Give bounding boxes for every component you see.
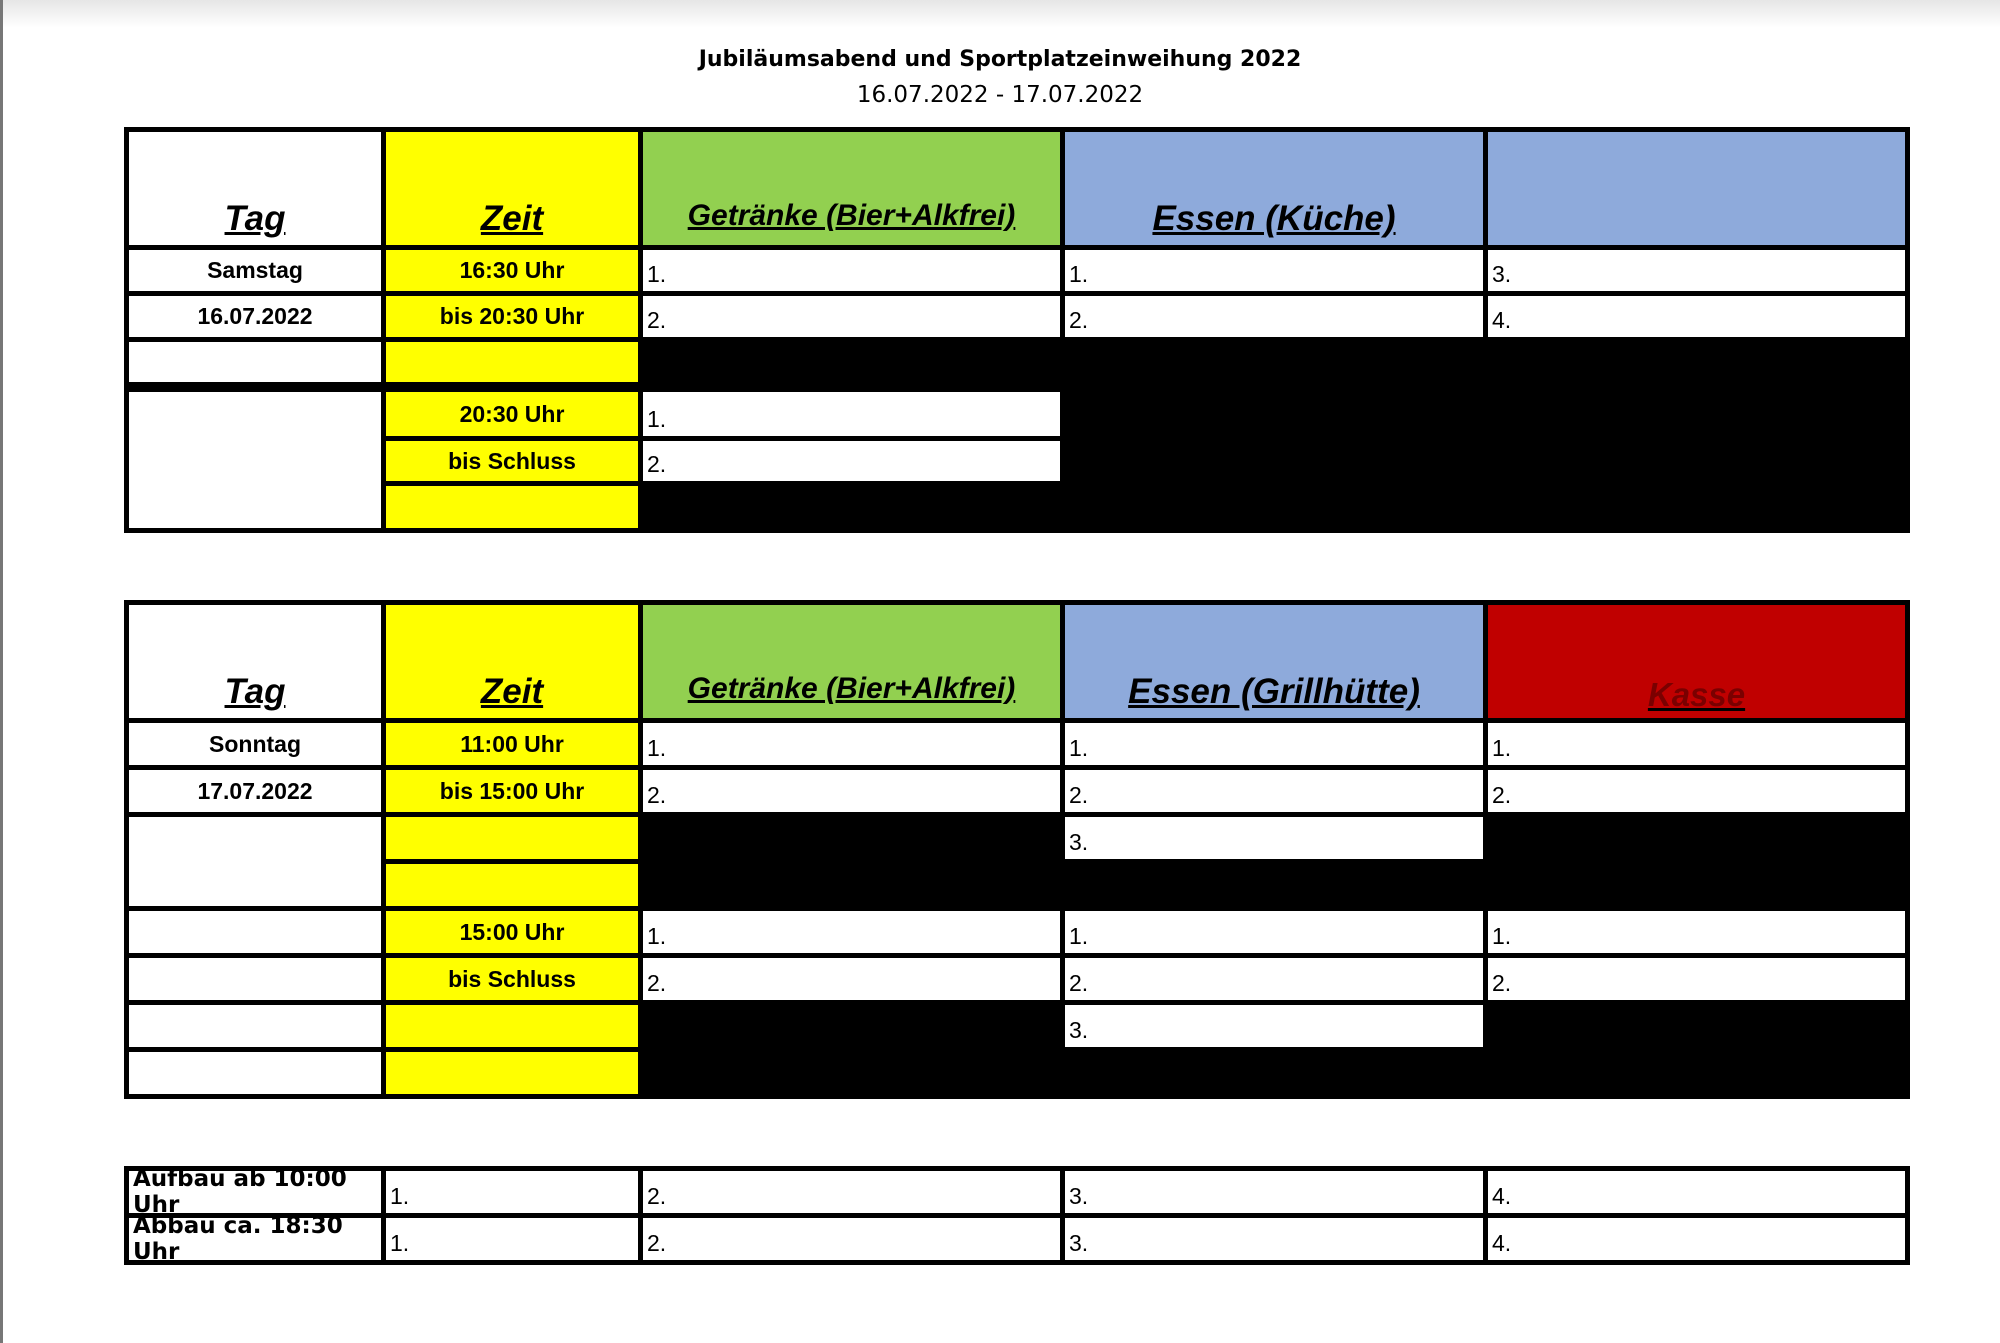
window-top-bar <box>0 0 2000 28</box>
time-from-cell: 11:00 Uhr <box>386 723 638 765</box>
aufbau-label: Aufbau ab 10:00 Uhr <box>129 1171 381 1213</box>
kasse-slot[interactable]: 1. <box>1488 911 1905 953</box>
getraenke-slot[interactable]: 1. <box>643 392 1060 436</box>
getraenke-slot[interactable]: 2. <box>643 441 1060 481</box>
getraenke-slot[interactable]: 1. <box>643 250 1060 291</box>
empty-cell <box>129 1052 381 1094</box>
header-extra <box>1488 132 1905 245</box>
time-from-cell: 20:30 Uhr <box>386 392 638 436</box>
aufbau-slot[interactable]: 2. <box>643 1171 1060 1213</box>
aufbau-slot[interactable]: 1. <box>386 1171 638 1213</box>
zeit-spacer <box>386 1005 638 1047</box>
date-cell: 16.07.2022 <box>129 296 381 337</box>
essen-slot[interactable]: 2. <box>1065 958 1483 1000</box>
header-kasse: Kasse <box>1488 605 1905 718</box>
time-from-cell: 16:30 Uhr <box>386 250 638 291</box>
date-range: 16.07.2022 - 17.07.2022 <box>856 82 1144 108</box>
essen-slot[interactable]: 1. <box>1065 723 1483 765</box>
day-cell: Sonntag <box>129 723 381 765</box>
extra-slot[interactable]: 4. <box>1488 296 1905 337</box>
abbau-label: Abbau ca. 18:30 Uhr <box>129 1218 381 1260</box>
empty-cell <box>129 817 381 906</box>
date-cell: 17.07.2022 <box>129 770 381 812</box>
aufbau-slot[interactable]: 3. <box>1065 1171 1483 1213</box>
essen-slot[interactable]: 2. <box>1065 296 1483 337</box>
kasse-slot[interactable]: 2. <box>1488 958 1905 1000</box>
header-tag: Tag <box>129 132 381 245</box>
header-getraenke: Getränke (Bier+Alkfrei) <box>643 132 1060 245</box>
abbau-slot[interactable]: 4. <box>1488 1218 1905 1260</box>
essen-slot[interactable]: 2. <box>1065 770 1483 812</box>
window-left-edge <box>0 0 3 1343</box>
empty-cell <box>129 958 381 1000</box>
zeit-spacer <box>386 817 638 859</box>
abbau-slot[interactable]: 3. <box>1065 1218 1483 1260</box>
essen-slot[interactable]: 1. <box>1065 911 1483 953</box>
getraenke-slot[interactable]: 1. <box>643 911 1060 953</box>
day-cell: Samstag <box>129 250 381 291</box>
time-to-cell: bis Schluss <box>386 958 638 1000</box>
zeit-spacer <box>386 342 638 382</box>
time-to-cell: bis 15:00 Uhr <box>386 770 638 812</box>
time-to-cell: bis 20:30 Uhr <box>386 296 638 337</box>
essen-slot[interactable]: 3. <box>1065 1005 1483 1047</box>
header-tag: Tag <box>129 605 381 718</box>
empty-day-cell <box>129 392 381 528</box>
aufbau-slot[interactable]: 4. <box>1488 1171 1905 1213</box>
abbau-slot[interactable]: 2. <box>643 1218 1060 1260</box>
essen-slot[interactable]: 1. <box>1065 250 1483 291</box>
header-essen: Essen (Grillhütte) <box>1065 605 1483 718</box>
kasse-slot[interactable]: 2. <box>1488 770 1905 812</box>
header-zeit: Zeit <box>386 605 638 718</box>
essen-slot[interactable]: 3. <box>1065 817 1483 859</box>
header-zeit: Zeit <box>386 132 638 245</box>
time-to-cell: bis Schluss <box>386 441 638 481</box>
empty-cell <box>129 342 381 382</box>
getraenke-slot[interactable]: 1. <box>643 723 1060 765</box>
empty-cell <box>129 911 381 953</box>
time-from-cell: 15:00 Uhr <box>386 911 638 953</box>
getraenke-slot[interactable]: 2. <box>643 770 1060 812</box>
zeit-spacer <box>386 486 638 528</box>
extra-slot[interactable]: 3. <box>1488 250 1905 291</box>
zeit-spacer <box>386 1052 638 1094</box>
kasse-slot[interactable]: 1. <box>1488 723 1905 765</box>
header-essen: Essen (Küche) <box>1065 132 1483 245</box>
empty-cell <box>129 1005 381 1047</box>
getraenke-slot[interactable]: 2. <box>643 296 1060 337</box>
abbau-slot[interactable]: 1. <box>386 1218 638 1260</box>
document-title: Jubiläumsabend und Sportplatzeinweihung 2022 <box>698 47 1302 72</box>
zeit-spacer <box>386 864 638 906</box>
getraenke-slot[interactable]: 2. <box>643 958 1060 1000</box>
header-getraenke: Getränke (Bier+Alkfrei) <box>643 605 1060 718</box>
